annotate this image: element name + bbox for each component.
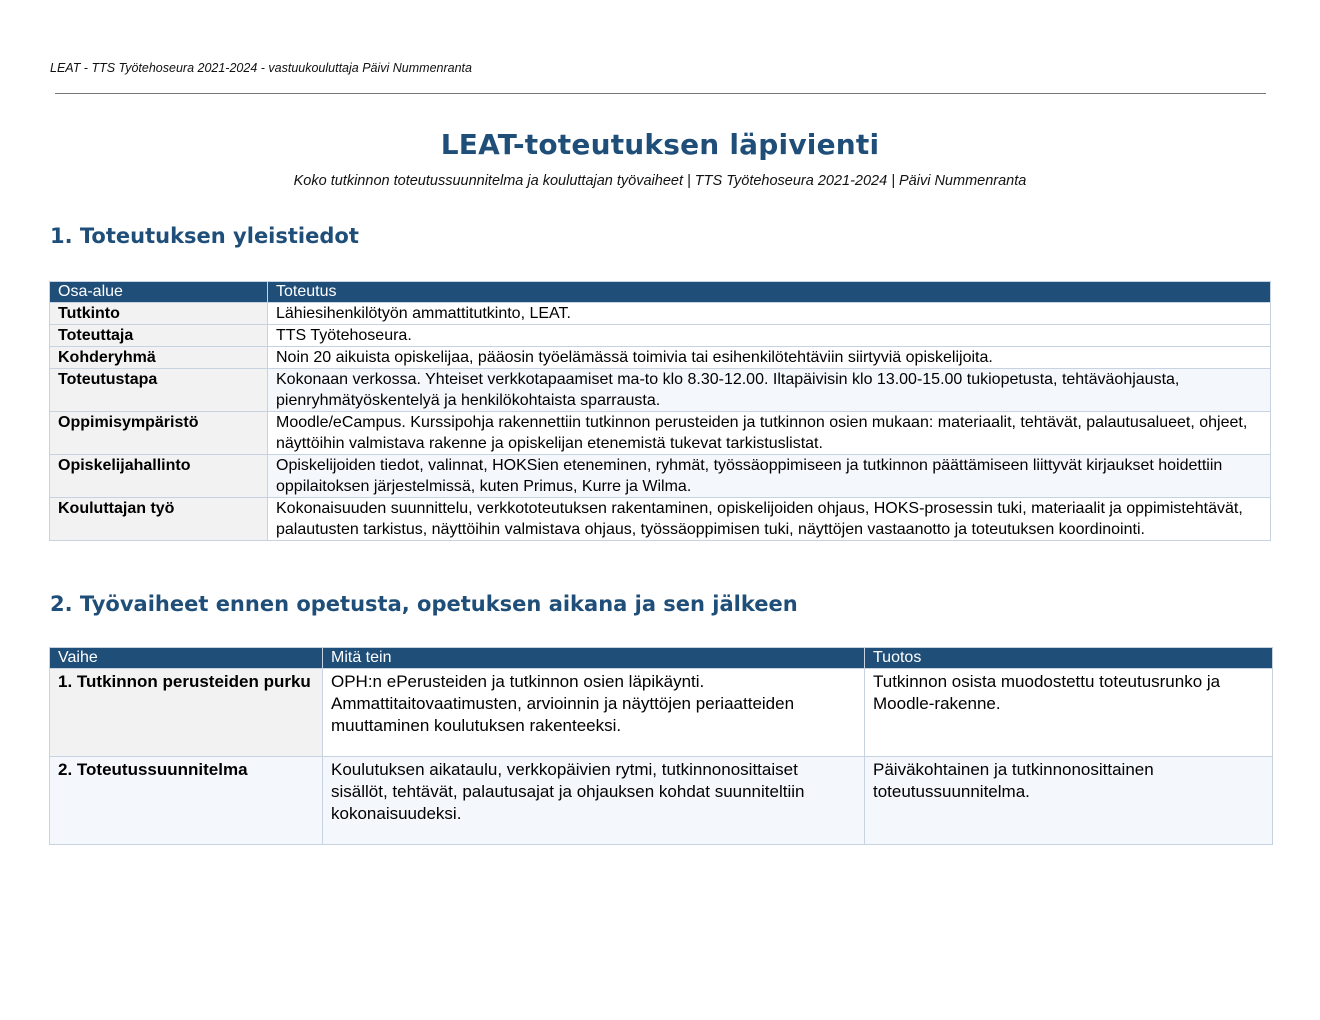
output-cell: Päiväkohtainen ja tutkinnonosittainen toteutussuunnitelma. bbox=[865, 757, 1273, 845]
row-value: Kokonaisuuden suunnittelu, verkkototeutuksen rakentaminen, opiskelijoiden ohjaus, HOKS-prosessin tuki, materiaalit ja oppimistehtävät, palautusten tarkistus, näyttöihin valmistava ohjaus, työssäoppimisen tuki, näyttöjen vastaanotto ja toteutuksen koordinointi. bbox=[268, 498, 1271, 541]
row-key: Oppimisympäristö bbox=[50, 412, 268, 455]
running-header: LEAT - TTS Työtehoseura 2021-2024 - vastuukouluttaja Päivi Nummenranta bbox=[50, 61, 472, 75]
table-row bbox=[50, 455, 1271, 498]
column-header-mita-tein: Mitä tein bbox=[323, 648, 865, 669]
general-info-table bbox=[49, 281, 1271, 541]
row-value: Noin 20 aikuista opiskelijaa, pääosin työelämässä toimivia tai esihenkilötehtäviin siirtyviä opiskelijoita. bbox=[268, 347, 1271, 369]
column-header-vaihe: Vaihe bbox=[50, 648, 323, 669]
column-header-osa-alue: Osa-alue bbox=[50, 282, 268, 303]
table-header-row bbox=[50, 282, 1271, 303]
row-key: Toteuttaja bbox=[50, 325, 268, 347]
table-row bbox=[50, 757, 1273, 845]
document-subtitle: Koko tutkinnon toteutussuunnitelma ja kouluttajan työvaiheet | TTS Työtehoseura 2021-2024 | Päivi Nummenranta bbox=[293, 173, 1027, 189]
row-key: Toteutustapa bbox=[50, 369, 268, 412]
column-header-tuotos: Tuotos bbox=[865, 648, 1273, 669]
table-header-row bbox=[50, 648, 1273, 669]
table-row bbox=[50, 498, 1271, 541]
header-divider bbox=[55, 93, 1266, 94]
row-value: Opiskelijoiden tiedot, valinnat, HOKSien eteneminen, ryhmät, työssäoppimiseen ja tutkinnon päättämiseen liittyvät kirjaukset hoidettiin oppilaitoksen järjestelmissä, kuten Primus, Kurre ja Wilma. bbox=[268, 455, 1271, 498]
row-key: Kouluttajan työ bbox=[50, 498, 268, 541]
row-value: TTS Työtehoseura. bbox=[268, 325, 1271, 347]
section-heading-general-info: 1. Toteutuksen yleistiedot bbox=[50, 224, 359, 248]
table-row bbox=[50, 412, 1271, 455]
row-key: Opiskelijahallinto bbox=[50, 455, 268, 498]
section-heading-work-phases: 2. Työvaiheet ennen opetusta, opetuksen aikana ja sen jälkeen bbox=[50, 592, 798, 616]
row-value: Lähiesihenkilötyön ammattitutkinto, LEAT. bbox=[268, 303, 1271, 325]
phase-cell: 1. Tutkinnon perusteiden purku bbox=[50, 669, 323, 757]
table-row bbox=[50, 303, 1271, 325]
what-cell: Koulutuksen aikataulu, verkkopäivien rytmi, tutkinnonosittaiset sisällöt, tehtävät, palautusajat ja ohjauksen kohdat suunniteltiin kokonaisuudeksi. bbox=[323, 757, 865, 845]
phase-cell: 2. Toteutussuunnitelma bbox=[50, 757, 323, 845]
table-row bbox=[50, 347, 1271, 369]
column-header-toteutus: Toteutus bbox=[268, 282, 1271, 303]
table-row bbox=[50, 369, 1271, 412]
work-phases-table bbox=[49, 647, 1273, 845]
row-key: Tutkinto bbox=[50, 303, 268, 325]
row-value: Kokonaan verkossa. Yhteiset verkkotapaamiset ma-to klo 8.30-12.00. Iltapäivisin klo 13.00-15.00 tukiopetusta, tehtäväohjausta, pienryhmätyöskentelyä ja henkilökohtaista sparrausta. bbox=[268, 369, 1271, 412]
what-cell: OPH:n ePerusteiden ja tutkinnon osien läpikäynti. Ammattitaitovaatimusten, arvioinnin ja näyttöjen periaatteiden muuttaminen koulutuksen rakenteeksi. bbox=[323, 669, 865, 757]
table-row bbox=[50, 325, 1271, 347]
table-row bbox=[50, 669, 1273, 757]
row-key: Kohderyhmä bbox=[50, 347, 268, 369]
row-value: Moodle/eCampus. Kurssipohja rakennettiin tutkinnon perusteiden ja tutkinnon osien mukaan: materiaalit, tehtävät, palautusalueet, ohjeet, näyttöihin valmistava rakenne ja opiskelijan etenemistä tukevat tarkistuslistat. bbox=[268, 412, 1271, 455]
output-cell: Tutkinnon osista muodostettu toteutusrunko ja Moodle-rakenne. bbox=[865, 669, 1273, 757]
document-title: LEAT-toteutuksen läpivienti bbox=[440, 128, 880, 161]
